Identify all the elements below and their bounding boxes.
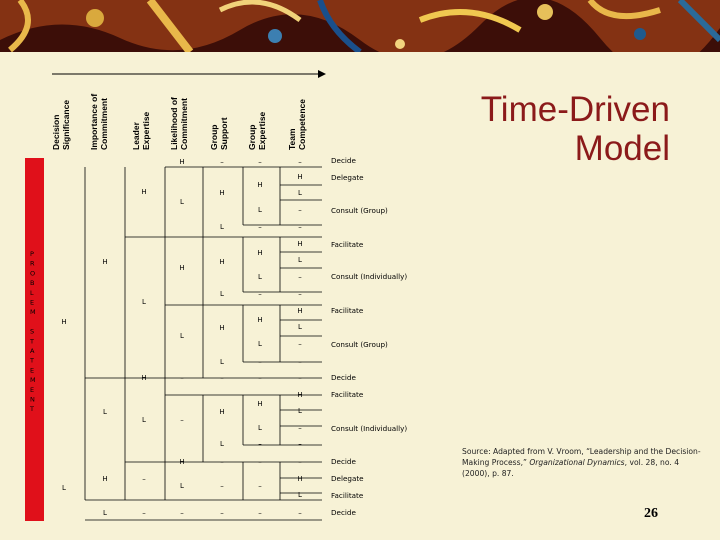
problem-statement-letter: R [30,259,35,268]
source-prefix: Source: Adapted from V. Vroom, “Leadership and the Decision-Making Process,” [462,447,701,467]
branch-value: H [257,400,263,408]
problem-statement-letter: N [30,395,35,404]
source-suffix: , vol. 28, no. 4 (2000), p. 87. [462,458,680,478]
branch-value: L [220,358,224,366]
column-header-label: Likelihood of [169,97,179,150]
branch-value: H [179,264,185,272]
branch-value: L [258,340,262,348]
outcome-label: Decide [331,156,356,165]
problem-statement-letter: B [30,279,35,288]
branch-value: L [298,256,302,264]
branch-value: L [142,416,146,424]
branch-value: – [258,374,262,382]
page-number: 26 [644,506,658,521]
branch-value: L [258,273,262,281]
outcome-label: Decide [331,508,356,517]
branch-value: L [220,223,224,231]
source-citation [462,446,702,479]
branch-value: H [219,408,225,416]
branch-value: H [219,258,225,266]
branch-value: – [258,440,262,448]
branch-value: H [102,258,108,266]
branch-value: – [258,458,262,466]
problem-statement-letter: S [30,327,35,336]
outcome-label: Facilitate [331,306,364,315]
branch-value: L [103,408,107,416]
arrow-head-icon [318,70,326,78]
branch-value: H [179,158,185,166]
column-header-label: Expertise [257,111,267,150]
branch-value: – [298,509,302,517]
column-header-label: Group [247,124,257,150]
outcome-labels [331,156,407,517]
slide-title [430,90,670,168]
column-header-label: Commitment [99,98,109,150]
column-header-label: Importance of [89,93,99,150]
problem-statement-letter: O [30,269,36,278]
branch-value: – [298,158,302,166]
branch-value: H [61,318,67,326]
branch-value: L [103,509,107,517]
tree-lines [85,167,322,520]
problem-statement-letter: A [30,347,35,355]
column-header-label: Support [219,117,229,150]
problem-statement-letter: L [30,288,34,297]
branch-value: L [220,440,224,448]
column-header-label: Significance [61,99,71,150]
branch-value: H [297,240,303,248]
branch-value: – [180,374,184,382]
branch-value: – [258,482,262,490]
branch-value: – [298,340,302,348]
title-line-1: Time-Driven [480,90,670,129]
branch-value: H [257,316,263,324]
column-header-label: Commitment [179,98,189,150]
branch-value: L [180,198,184,206]
branch-value: L [180,482,184,490]
outcome-label: Facilitate [331,390,364,399]
branch-value: – [220,509,224,517]
outcome-label: Decide [331,457,356,466]
outcome-label: Delegate [331,173,364,182]
branch-value: – [298,206,302,214]
branch-value: L [142,298,146,306]
branch-value: – [298,273,302,281]
branch-value: L [220,290,224,298]
branch-value: H [102,475,108,483]
branch-value: – [298,358,302,366]
outcome-label: Consult (Individually) [331,424,408,433]
problem-statement-letter: M [30,308,36,317]
branch-value: – [220,158,224,166]
column-headers [51,94,307,150]
branch-values [61,158,302,517]
column-header-label: Group [209,124,219,150]
branch-value: H [297,173,303,181]
branch-value: – [142,509,146,517]
branch-value: – [298,424,302,432]
problem-statement-bar [25,158,44,521]
branch-value: H [219,324,225,332]
source-journal: Organizational Dynamics [529,458,625,467]
branch-value: H [297,391,303,399]
problem-statement-letter: E [30,298,35,307]
outcome-label: Consult (Group) [331,206,388,215]
branch-value: H [219,189,225,197]
branch-value: L [298,189,302,197]
branch-value: – [258,158,262,166]
column-header-label: Competence [297,98,307,150]
branch-value: L [298,323,302,331]
branch-value: – [258,358,262,366]
branch-value: H [179,458,185,466]
problem-statement-letter: T [30,405,34,414]
problem-statement-letter: T [30,356,34,365]
problem-statement-letter: P [30,250,34,258]
branch-value: L [180,332,184,340]
branch-value: – [220,482,224,490]
branch-value: – [258,290,262,298]
branch-value: H [257,249,263,257]
branch-value: – [298,440,302,448]
column-header-label: Leader [131,122,141,150]
branch-value: L [258,206,262,214]
outcome-label: Facilitate [331,491,364,500]
branch-value: L [62,484,66,492]
problem-statement-letter: T [30,337,34,346]
outcome-label: Consult (Group) [331,340,388,349]
title-line-2: Model [574,129,670,168]
problem-statement-letter: M [30,376,36,385]
branch-value: H [141,374,147,382]
column-header-label: Team [287,128,297,150]
branch-value: H [141,188,147,196]
branch-value: – [258,223,262,231]
branch-value: – [142,475,146,483]
outcome-label: Decide [331,373,356,382]
branch-value: – [298,290,302,298]
branch-value: L [298,491,302,499]
branch-value: – [298,374,302,382]
column-header-label: Expertise [141,111,151,150]
branch-value: L [258,424,262,432]
outcome-label: Consult (Individually) [331,272,408,281]
branch-value: – [220,374,224,382]
outcome-label: Delegate [331,474,364,483]
branch-value: L [298,407,302,415]
branch-value: – [180,509,184,517]
branch-value: H [297,307,303,315]
problem-statement-letter: E [30,385,35,394]
branch-value: – [298,223,302,231]
outcome-label: Facilitate [331,240,364,249]
branch-value: H [257,181,263,189]
branch-value: – [258,509,262,517]
column-header-label: Decision [51,114,61,150]
branch-value: H [297,475,303,483]
branch-value: – [180,416,184,424]
problem-statement-letter: E [30,366,35,375]
branch-value: – [220,458,224,466]
branch-value: – [298,458,302,466]
